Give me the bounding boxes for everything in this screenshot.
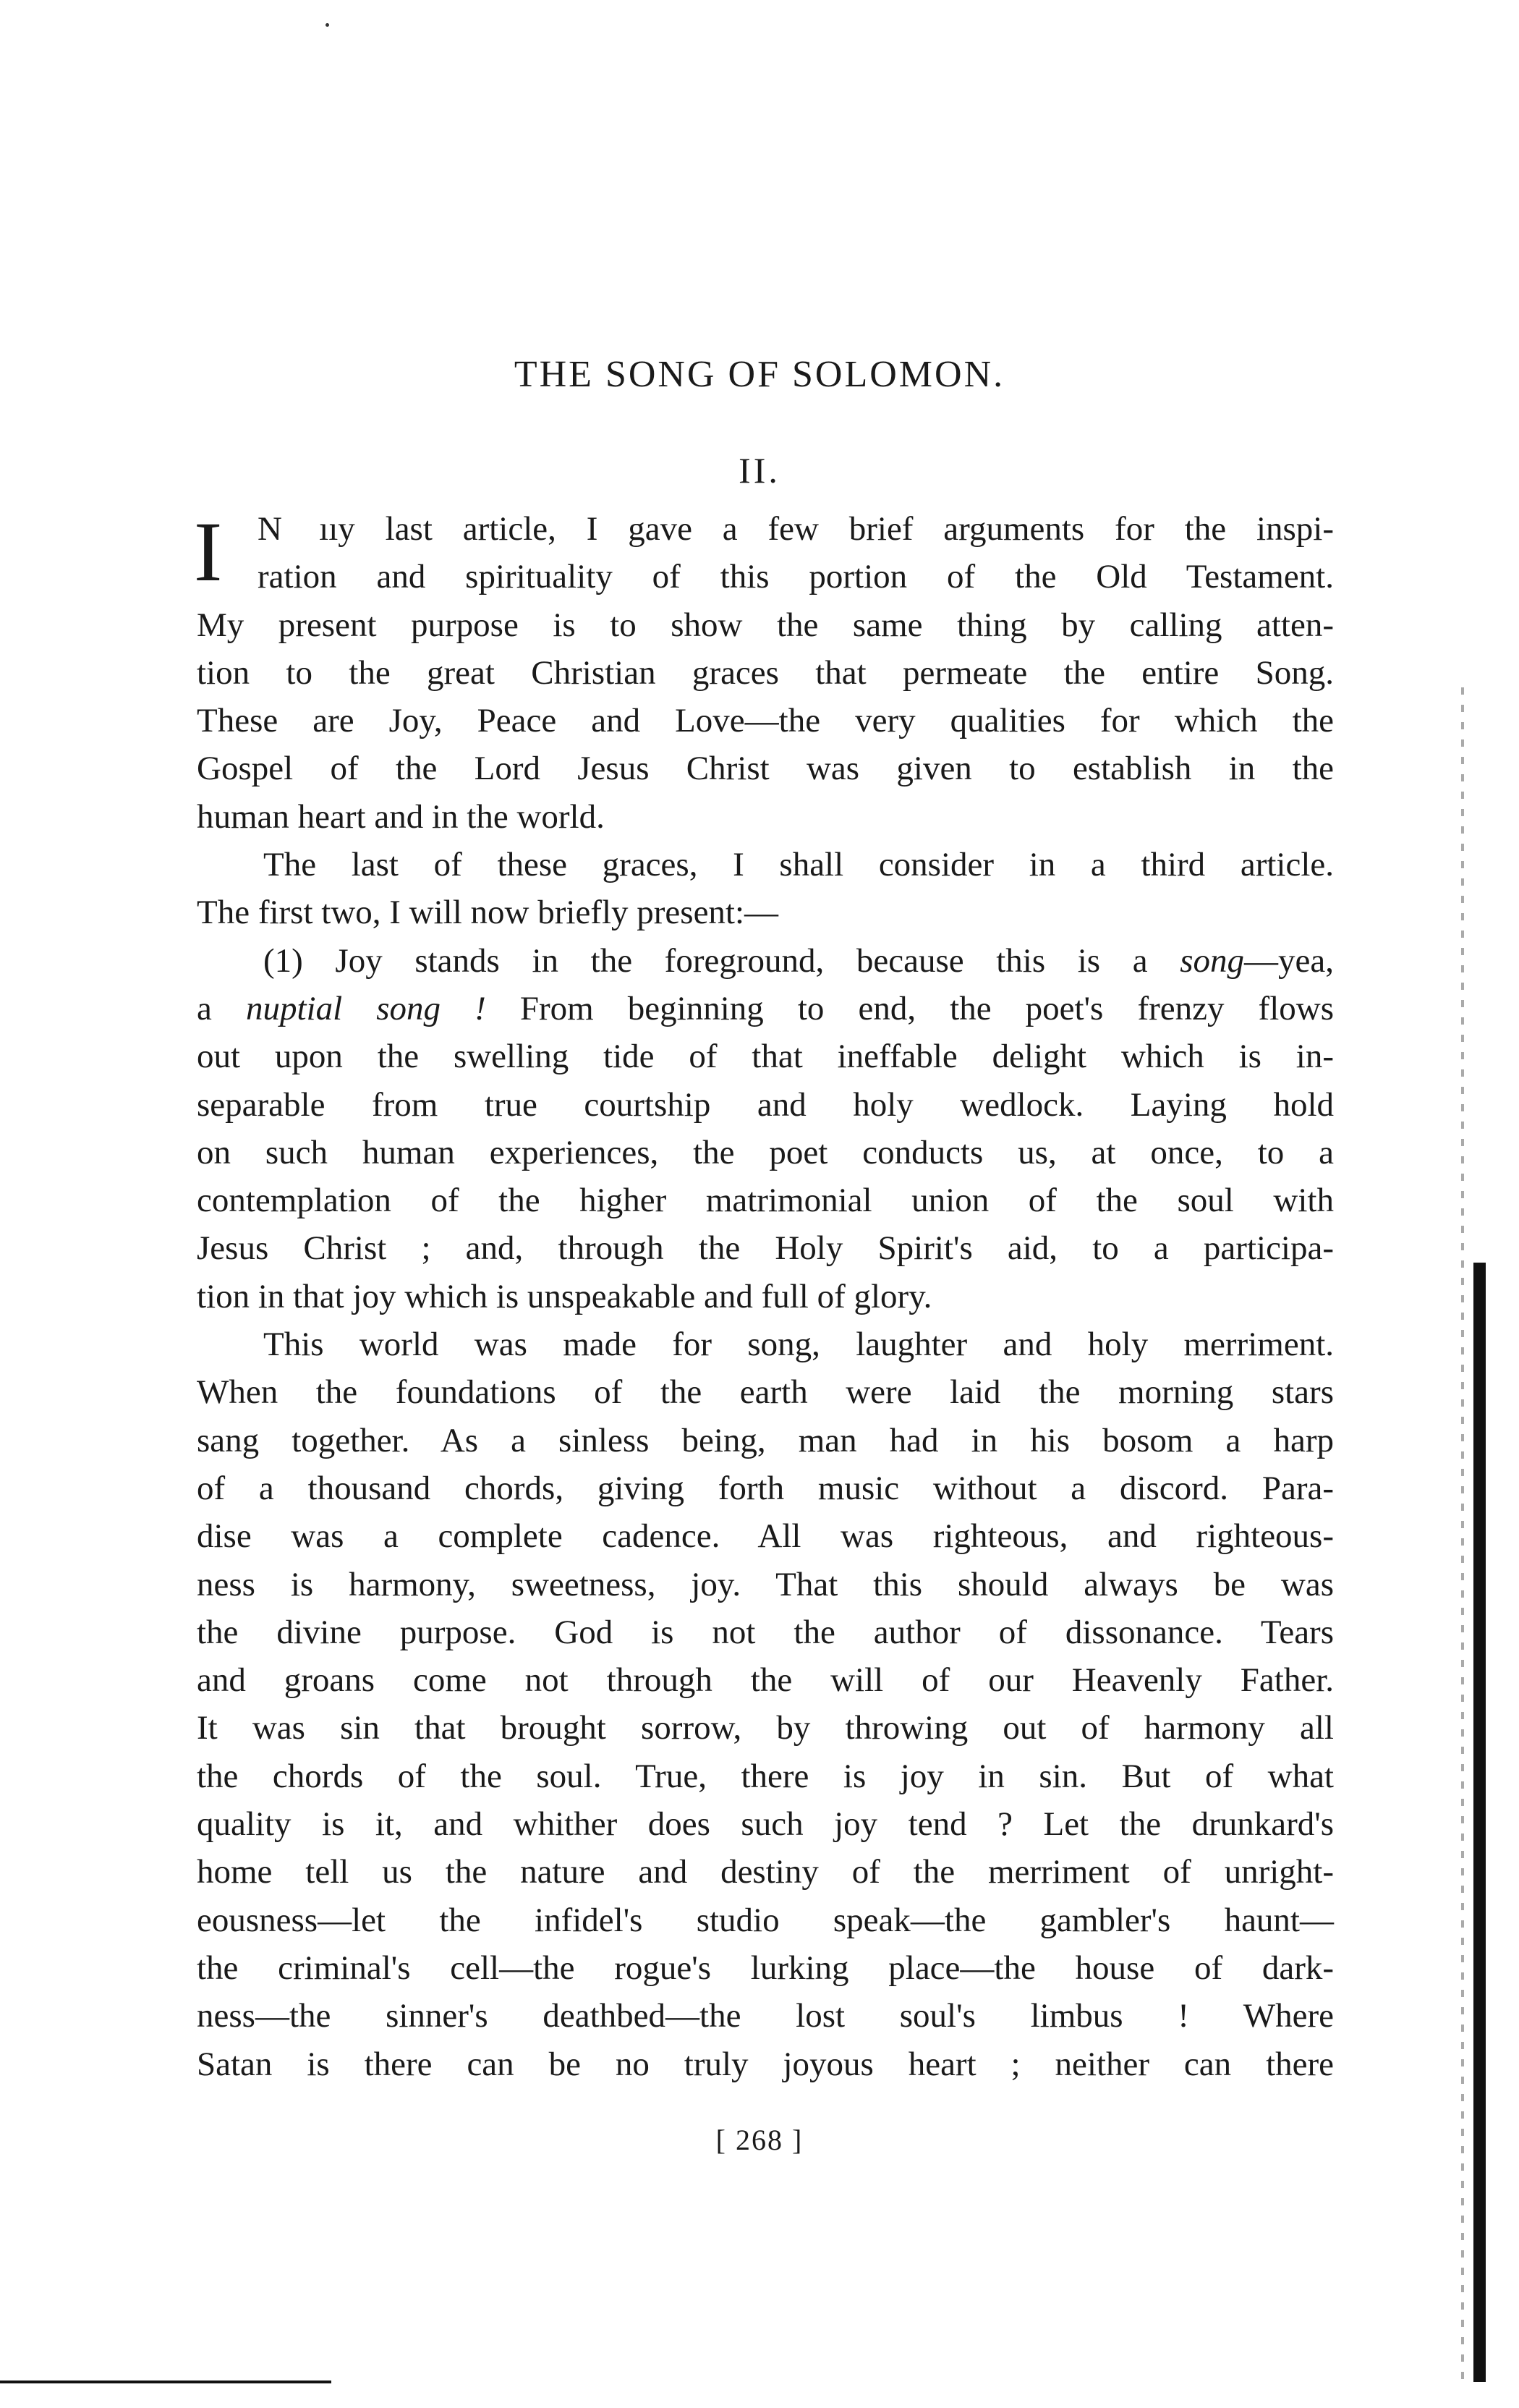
text-line: the divine purpose. God is not the author of dissonance. Tears: [197, 1613, 1334, 1651]
text-run: (1) Joy stands in the foreground, because this is a: [263, 941, 1180, 980]
text-line: and groans come not through the will of our Heavenly Father.: [197, 1661, 1334, 1700]
text-line: on such human experiences, the poet conducts us, at once, to a: [197, 1133, 1334, 1171]
text-line: sang together. As a sinless being, man had in his bosom a harp: [197, 1421, 1334, 1459]
text-line-content: N ııy last article, I gave a few brief arguments for the inspi-: [258, 510, 1334, 548]
text-line: [197, 985, 1334, 1033]
text-run: From beginning to end, the poet's frenzy flows: [485, 989, 1334, 1027]
page-number: [ 268 ]: [715, 2124, 804, 2156]
text-line: human heart and in the world.: [197, 797, 605, 836]
text-line: Jesus Christ ; and, through the Holy Spirit's aid, to a participa-: [197, 1229, 1334, 1268]
text-line: Satan is there can be no truly joyous heart ; neither can there: [197, 2045, 1334, 2083]
text-line: dise was a complete cadence. All was righteous, and righteous-: [197, 1517, 1334, 1556]
text-line: When the foundations of the earth were laid the morning stars: [197, 1373, 1334, 1412]
text-line: quality is it, and whither does such joy tend ? Let the drunkard's: [197, 1805, 1334, 1844]
text-line: Gospel of the Lord Jesus Christ was given to establish in the: [197, 750, 1334, 788]
text-line: ness is harmony, sweetness, joy. That this should always be was: [197, 1565, 1334, 1603]
binding-edge: [1473, 1263, 1486, 2382]
text-line: My present purpose is to show the same thing by calling atten-: [197, 606, 1334, 644]
drop-cap: I: [194, 504, 223, 599]
text-line: the chords of the soul. True, there is joy in sin. But of what: [197, 1757, 1334, 1795]
text-line: out upon the swelling tide of that ineffable delight which is in-: [197, 1038, 1334, 1076]
text-line: tion to the great Christian graces that permeate the entire Song.: [197, 653, 1334, 692]
article-number: II.: [739, 450, 780, 491]
text-line: eousness—let the infidel's studio speak—the gambler's haunt—: [197, 1901, 1334, 1939]
text-line: tion in that joy which is unspeakable and full of glory.: [197, 1277, 932, 1315]
italic-phrase: nuptial song !: [245, 989, 486, 1027]
text-line: The last of these graces, I shall consider in a third article.: [263, 846, 1334, 884]
text-line: the criminal's cell—the rogue's lurking place—the house of dark-: [197, 1949, 1334, 1987]
page-title: THE SONG OF SOLOMON.: [514, 354, 1005, 395]
bottom-rule: [0, 2381, 331, 2383]
text-line: [197, 937, 1334, 985]
text-line: It was sin that brought sorrow, by throwing out of harmony all: [197, 1709, 1334, 1747]
text-line: This world was made for song, laughter and holy merriment.: [263, 1326, 1334, 1364]
text-line: These are Joy, Peace and Love—the very qualities for which the: [197, 702, 1334, 740]
italic-word: song: [1180, 941, 1245, 980]
text-line: The first two, I will now briefly present:—: [197, 894, 779, 932]
text-line: ness—the sinner's deathbed—the lost soul's limbus ! Where: [197, 1997, 1334, 2035]
text-line: home tell us the nature and destiny of the merriment of unright-: [197, 1853, 1334, 1891]
text-line: contemplation of the higher matrimonial union of the soul with: [197, 1182, 1334, 1220]
article-body: [194, 504, 1334, 2088]
binding-shadow: [1461, 687, 1464, 2381]
text-line: ration and spirituality of this portion of the Old Testament.: [258, 558, 1334, 596]
text-run: —yea,: [1244, 941, 1334, 980]
text-line: separable from true courtship and holy wedlock. Laying hold: [197, 1085, 1334, 1124]
text-run: a: [197, 989, 246, 1027]
ink-speck: [326, 23, 329, 27]
text-line: of a thousand chords, giving forth music without a discord. Para-: [197, 1469, 1334, 1507]
